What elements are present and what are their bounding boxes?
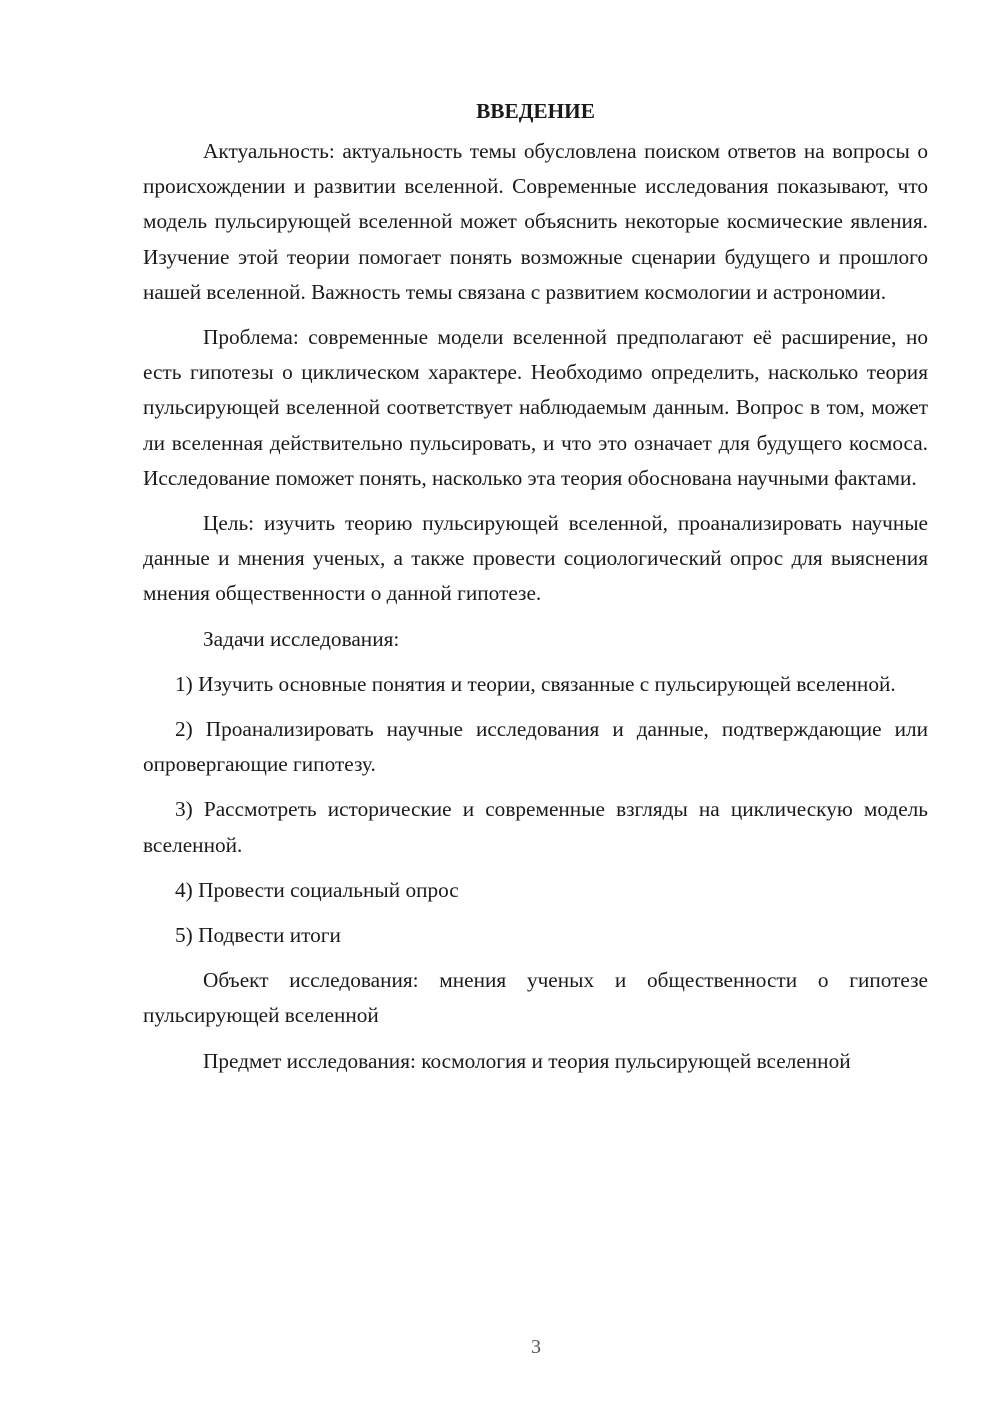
paragraph-goal: Цель: изучить теорию пульсирующей вселенной, проанализировать научные данные и мнения ученых, а также провести социологический опрос для выяснения мнения общественности о данной гипотезе. [143,511,928,606]
paragraph-object: Объект исследования: мнения ученых и общественности о гипотезе пульсирующей вселенной [143,968,928,1028]
page-title: ВВЕДЕНИЕ [476,99,595,123]
document-page [143,95,928,1079]
list-item-task-3: 3) Рассмотреть исторические и современные взгляды на циклическую модель вселенной. [143,797,928,857]
paragraph-problem: Проблема: современные модели вселенной предполагают её расширение, но есть гипотезы о циклическом характере. Необходимо определить, насколько теория пульсирующей вселенной соответствует наблюдаемым данным. Вопрос в том, может ли вселенная действительно пульсировать, и что это означает для будущего космоса. Исследование поможет понять, насколько эта теория обоснована научными фактами. [143,325,928,490]
list-item-task-5: 5) Подвести итоги [175,923,341,948]
paragraph-subject: Предмет исследования: космология и теория пульсирующей вселенной [203,1048,851,1073]
list-item-task-1: 1) Изучить основные понятия и теории, связанные с пульсирующей вселенной. [175,671,896,696]
tasks-heading: Задачи исследования: [203,626,400,651]
list-item-task-2: 2) Проанализировать научные исследования и данные, подтверждающие или опровергающие гипотезу. [143,717,928,777]
list-item-task-4: 4) Провести социальный опрос [175,877,459,902]
page-number: 3 [531,1336,541,1358]
paragraph-relevance: Актуальность: актуальность темы обусловлена поиском ответов на вопросы о происхождении и развитии вселенной. Современные исследования показывают, что модель пульсирующей вселенной может объяснить некоторые космические явления. Изучение этой теории помогает понять возможные сценарии будущего и прошлого нашей вселенной. Важность темы связана с развитием космологии и астрономии. [143,139,928,304]
